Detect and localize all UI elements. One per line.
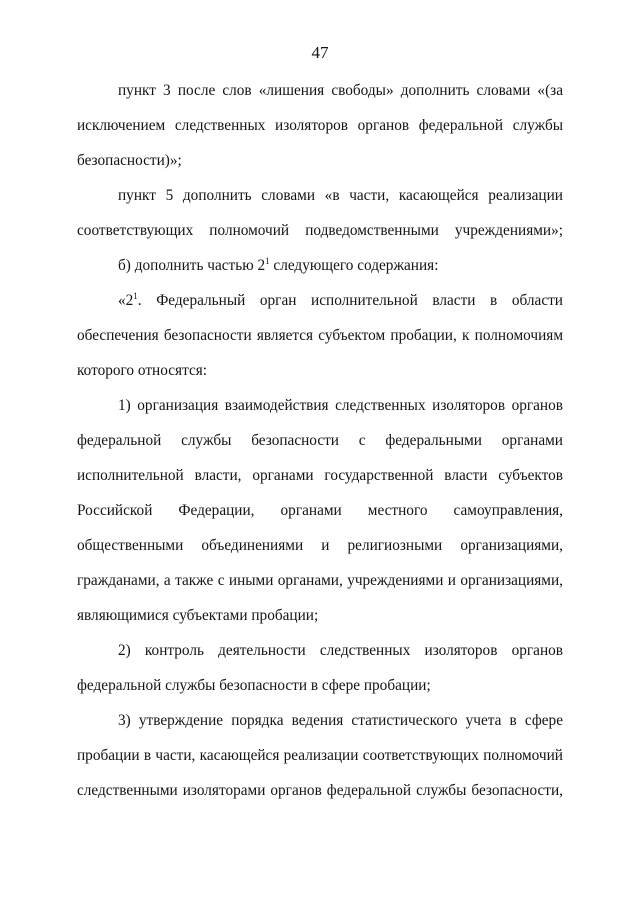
text-line: Российской Федерации, органами местного самоуправления, <box>77 502 563 519</box>
text-line: безопасности)»; <box>77 152 182 169</box>
text-line: 3) утверждение порядка ведения статистического учета в сфере <box>118 712 563 729</box>
text-line: 2) контроль деятельности следственных изоляторов органов <box>118 642 563 659</box>
text-line: гражданами, а также с иными органами, учреждениями и организациями, <box>77 572 563 589</box>
text-line: общественными объединениями и религиозными организациями, <box>77 537 563 554</box>
text-line: 1) организация взаимодействия следственных изоляторов органов <box>118 397 563 414</box>
text-line: федеральной службы безопасности с федеральными органами <box>77 432 563 449</box>
line-segment: «2 <box>118 292 134 309</box>
text-line: федеральной службы безопасности в сфере пробации; <box>77 677 431 694</box>
text-line <box>118 256 563 276</box>
text-line: исполнительной власти, органами государственной власти субъектов <box>77 467 563 484</box>
text-line: обеспечения безопасности является субъектом пробации, к полномочиям <box>77 327 563 344</box>
line-segment: б) дополнить частью 2 <box>118 257 266 274</box>
text-line: следственными изоляторами органов федеральной службы безопасности, <box>77 782 563 799</box>
text-line: являющимися субъектами пробации; <box>77 607 319 624</box>
superscript: 1 <box>265 256 270 266</box>
page-number: 47 <box>311 43 329 62</box>
text-line: исключением следственных изоляторов органов федеральной службы <box>77 117 563 134</box>
text-line: которого относятся: <box>77 362 208 379</box>
text-line: пункт 3 после слов «лишения свободы» дополнить словами «(за <box>118 82 563 99</box>
text-line: пункт 5 дополнить словами «в части, касающейся реализации <box>118 187 563 204</box>
line-segment: . Федеральный орган исполнительной власти в области <box>137 292 563 309</box>
superscript: 1 <box>133 291 138 301</box>
text-line <box>118 291 563 311</box>
text-line: пробации в части, касающейся реализации соответствующих полномочий <box>77 747 563 764</box>
line-segment: следующего содержания: <box>269 257 439 274</box>
text-line: соответствующих полномочий подведомственными учреждениями»; <box>77 222 563 239</box>
